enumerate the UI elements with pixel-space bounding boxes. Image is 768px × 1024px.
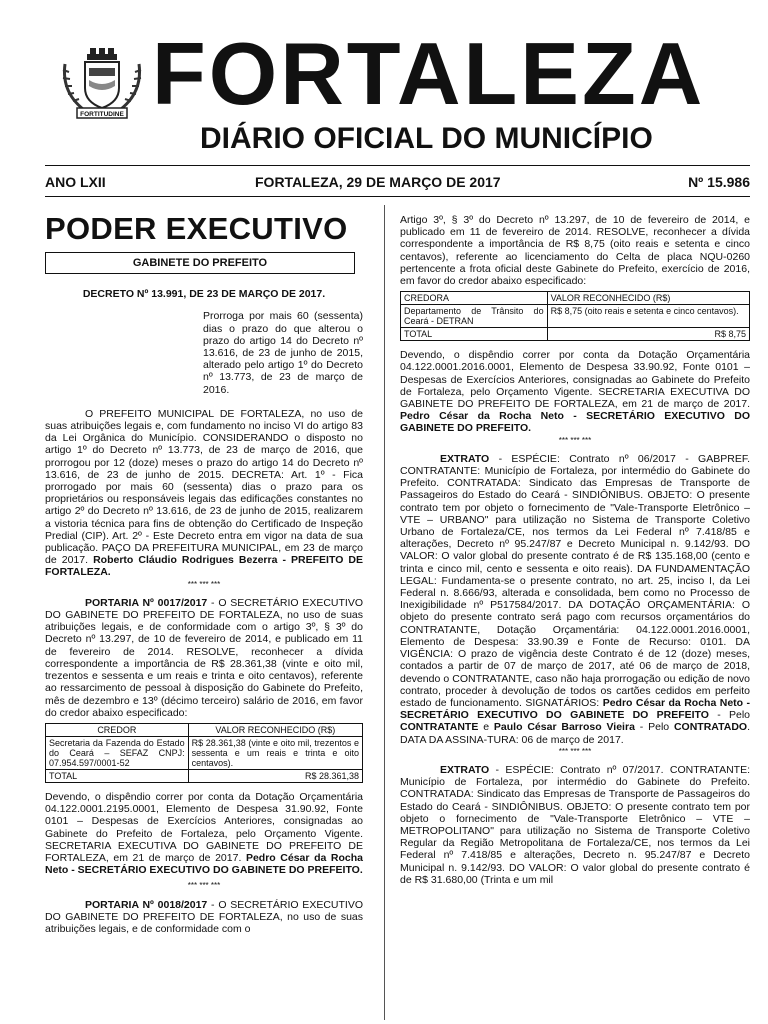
table-row: Secretaria da Fazenda do Estado do Ceará – SEFAZ CNPJ: 07.954.597/0001-52 R$ 28.361,38 (vinte e oito mil, trezentos e sessenta e um reais e trinta e oito centavos). [46, 736, 363, 769]
extrato-contrato-07: EXTRATO - ESPÉCIE: Contrato nº 07/2017. CONTRATANTE: Município de Fortaleza, por intermédio do Gabinete do Prefeito. CONTRATADA: Sindicato das Empresas de Transporte de Passageiros do Estado do Ceará - SINDIÔNIBUS. OBJETO: O presente contrato tem por objeto o fornecimento de "Vale-Transporte Eletrônico – VTE – METROPOLITANO" para utilização no Sistema de Transporte Coletivo Regular da Região Metropolitana de Fortaleza/CE, nos termos da Lei Federal nº 7.418/85 e alterações, Decreto n. 95.247/87 e Decreto Municipal n. 9.142/93. DO VALOR: O valor global do presente contrato é de R$ 31.680,00 (Trinta e um mil [400, 763, 750, 886]
decree-ementa: Prorroga por mais 60 (sessenta) dias o prazo do que alterou o prazo do artigo 14 do Decreto nº 13.616, de 23 de junho de 2015, alterado pelo artigo 1º do Decreto nº 13.773, de 23 de março de 2016. [203, 310, 363, 396]
portaria-0018-title: PORTARIA Nº 0018/2017 [85, 898, 208, 911]
section-title: PODER EXECUTIVO [45, 211, 348, 246]
issue-number: Nº 15.986 [688, 174, 750, 190]
table-total-row: TOTAL R$ 8,75 [401, 328, 750, 341]
newspaper-subtitle: DIÁRIO OFICIAL DO MUNICÍPIO [200, 122, 653, 155]
portaria-0018-close: Devendo, o dispêndio correr por conta da Dotação Orçamentária 04.122.0001.2016.0001, Elemento de Despesa 33.90.92, Fonte 0101 – Despesas de Exercícios Anteriores, consignadas ao Gabinete do Prefeito de Fortaleza, pelo Orçamento Vigente. SECRETARIA EXECUTIVA DO GABINETE DO PREFEITO DE FORTALEZA, em 21 de março de 2017. Pedro César da Rocha Neto - SECRETÁRIO EXECUTIVO DO GABINETE DO PREFEITO. [400, 349, 750, 435]
issue-date: FORTALEZA, 29 DE MARÇO DE 2017 [255, 174, 501, 190]
portaria-0018-signature: Pedro César da Rocha Neto - SECRETÁRIO EXECUTIVO DO GABINETE DO PREFEITO. [400, 410, 750, 435]
newspaper-brand: FORTALEZA [152, 24, 706, 123]
issue-year: ANO LXII [45, 174, 106, 190]
separator-stars: *** *** *** [187, 579, 221, 589]
crest-motto: FORTITUDINE [80, 111, 124, 118]
creditor-table-sefaz [45, 723, 363, 783]
separator-stars: *** *** *** [558, 435, 592, 445]
table-header: VALOR RECONHECIDO (R$) [188, 723, 362, 736]
table-row: Departamento de Trânsito do Ceará - DETRAN R$ 8,75 (oito reais e setenta e cinco centavos). [401, 305, 750, 328]
city-coat-of-arms-icon [57, 44, 147, 124]
decree-signature: Roberto Cláudio Rodrigues Bezerra - PREFEITO DE FORTALEZA. [45, 554, 364, 579]
extrato-contrato-06: EXTRATO - ESPÉCIE: Contrato nº 06/2017 - GABPREF. CONTRATANTE: Município de Fortaleza, por intermédio do Gabinete do Prefeito. CONTRATADA: Sindicato das Empresas de Transporte de Passageiros do Estado do Ceará - SINDIÔNIBUS. OBJETO: O presente contrato tem por objeto o fornecimento de "Vale-Transporte Eletrônico – VTE – URBANO" para utilização no Sistema de Transporte Coletivo Urbano de Fortaleza/CE, nos termos da Lei Federal nº 7.418/85 e alterações, Decreto nº 95.247/87 e Decreto Municipal n. 9.142/93. DO VALOR: O valor global do presente contrato é de R$ 135.168,00 (cento e trinta e cinco mil, cento e sessenta e oito reais). DA FUNDAMENTAÇÃO LEGAL: Fundamenta-se o presente contrato, no art. 25, inciso I, da Lei Federal n. 8.666/93, alterada e consolidada, bem como no Processo de Inexigibilidade nº P517584/2017. DA DOTAÇÃO ORÇAMENTÁRIA: O objeto do presente contrato será pago com recursos orçamentários do CONTRATANTE, Dotação Orçamentária: 04.122.0001.2016.0001, Elemento de Despesa: 33.90.39 e Fonte de Recurso: 0101. DA VIGÊNCIA: O prazo de vigência deste Contrato é de 12 (doze) meses, contados a partir de 07 de março de 2017, até 06 de março de 2018, devendo o CONTRATANTE, caso não haja prorrogação ou edição de novo contrato, proceder à devolução de todos os cartões cedidos em perfeito estado de funcionamento. SIGNATÁRIOS: Pedro César da Rocha Neto - SECRETÁRIO EXECUTIVO DO GABINETE DO PREFEITO - Pelo CONTRATANTE e Paulo César Barroso Vieira - Pelo CONTRATADO. DATA DA ASSINA-TURA: 06 de março de 2017. [400, 452, 751, 746]
portaria-0018-continued: Artigo 3º, § 3º do Decreto nº 13.297, de 10 de fevereiro de 2014, e publicado em 11 de fevereiro de 2014. RESOLVE, reconhecer a dívida correspondente a importância de R$ 8,75 (oito reais e setenta e cinco centavos), referente ao licenciamento do Celta de placa NQU-0260 pertencente a frota oficial deste Gabinete do Prefeito, exercício de 2016, em favor do credor abaixo especificado: [400, 214, 750, 288]
table-header: CREDOR [46, 723, 189, 736]
column-divider [384, 205, 385, 1020]
portaria-0017-close: Devendo, o dispêndio correr por conta da Dotação Orçamentária 04.122.0001.2195.0001, Elemento de Despesa 31.90.92, Fonte 0101 – Despesas de Exercícios Anteriores, consignadas ao Gabinete do Prefeito de Fortaleza, pelo Orçamento Vigente. SECRETARIA EXECUTIVA DO GABINETE DO PREFEITO DE FORTALEZA, em 21 de março de 2017. Pedro César da Rocha Neto - SECRETÁRIO EXECUTIVO DO GABINETE DO PREFEITO. [45, 790, 363, 877]
portaria-0017-title: PORTARIA Nº 0017/2017 [85, 596, 208, 609]
issue-info-bar [45, 165, 750, 197]
extrato-signers: Pedro César da Rocha Neto - SECRETÁRIO EXECUTIVO DO GABINETE DO PREFEITO [400, 696, 751, 722]
extrato-label: EXTRATO [440, 763, 490, 776]
table-total-row: TOTAL R$ 28.361,38 [46, 769, 363, 782]
separator-stars: *** *** *** [187, 881, 221, 891]
table-header: CREDORA [401, 292, 548, 305]
portaria-0017: PORTARIA Nº 0017/2017 - O SECRETÁRIO EXECUTIVO DO GABINETE DO PREFEITO DE FORTALEZA, no uso de suas atribuições legais, e de conformidade com o artigo 3º, § 3º do Decreto nº 13.297, de 10 de fevereiro de 2014, e publicado em 11 de fevereiro de 2014. RESOLVE, reconhecer a dívida correspondente a importância de R$ 28.361,38 (vinte e oito mil, trezentos e sessenta e um reais e trinta e oito centavos), referente ao ressarcimento de pessoal à disposição do Gabinete do Prefeito, mês de dezembro e 13º (décimo terceiro) salário de 2016, em favor do credor abaixo especificado: [45, 596, 363, 719]
table-header: VALOR RECONHECIDO (R$) [547, 292, 749, 305]
masthead [0, 0, 768, 170]
right-column [400, 214, 750, 894]
gabinete-header: GABINETE DO PREFEITO [45, 252, 355, 274]
portaria-0017-signature: Pedro César da Rocha Neto - SECRETÁRIO EXECUTIVO DO GABINETE DO PREFEITO. [45, 851, 363, 877]
left-column [45, 200, 363, 943]
creditor-table-detran [400, 291, 750, 341]
decree-title: DECRETO Nº 13.991, DE 23 DE MARÇO DE 2017. [82, 288, 326, 301]
separator-stars: *** *** *** [558, 746, 592, 756]
portaria-0018: PORTARIA Nº 0018/2017 - O SECRETÁRIO EXECUTIVO DO GABINETE DO PREFEITO DE FORTALEZA, no uso de suas atribuições legais, e de conformidade com o [45, 898, 363, 935]
extrato-label: EXTRATO [440, 452, 490, 465]
decree-body: O PREFEITO MUNICIPAL DE FORTALEZA, no uso de suas atribuições legais e, com fundamento no inciso VI do artigo 83 da Lei Orgânica do Município. CONSIDERANDO o disposto no artigo 1º do Decreto nº 13.773, de 23 de março de 2016, que prorrogou por 12 (doze) meses o prazo do artigo 14 do Decreto nº 13.616, de 23 de junho de 2015. DECRETA: Art. 1º - Fica prorrogado por mais 60 (sessenta) dias o prazo para os proprietários ou responsáveis legais das edificações constantes no artigo 2º do Decreto nº 13.616, de 23 de junho de 2015, realizarem a vistoria técnica para fins de obtenção do Certificado de Inspeção Predial (CIP). Art. 2º - Este Decreto entra em vigor na data de sua publicação. PAÇO DA PREFEITURA MUNICIPAL, em 23 de março de 2017. Roberto Cláudio Rodrigues Bezerra - PREFEITO DE FORTALEZA. [45, 407, 364, 579]
